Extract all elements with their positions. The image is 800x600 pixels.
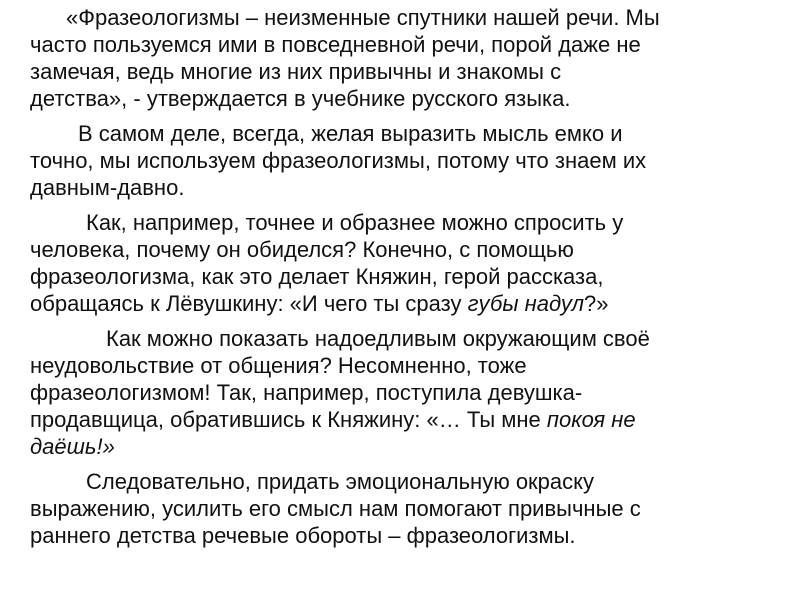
paragraph-1-line-1: «Фразеологизмы – неизменные спутники нашей речи. Мы bbox=[66, 5, 660, 30]
paragraph-1-line-3: замечая, ведь многие из них привычны и знакомы с bbox=[30, 59, 562, 84]
paragraph-1-line-4: детства», - утверждается в учебнике русского языка. bbox=[30, 86, 571, 111]
paragraph-2-line-3: давным-давно. bbox=[30, 175, 185, 200]
paragraph-3-line-1: Как, например, точнее и образнее можно спросить у bbox=[86, 210, 624, 235]
paragraph-5-line-2: выражению, усилить его смысл нам помогают привычные с bbox=[30, 496, 641, 521]
paragraph-3-line-2: человека, почему он обиделся? Конечно, с помощью bbox=[30, 237, 574, 262]
paragraph-4-line-4-text: продавщица, обратившись к Княжину: «… Ты мне bbox=[30, 407, 547, 432]
paragraph-3-line-4 bbox=[30, 290, 770, 317]
idiom-guby-nadul: губы надул bbox=[467, 291, 585, 316]
paragraph-2-line-2: точно, мы используем фразеологизмы, потому что знаем их bbox=[30, 148, 647, 173]
paragraph-4-line-3: фразеологизмом! Так, например, поступила девушка- bbox=[30, 380, 583, 405]
paragraph-4-line-2: неудовольствие от общения? Несомненно, тоже bbox=[30, 353, 527, 378]
paragraph-2-line-1: В самом деле, всегда, желая выразить мысль емко и bbox=[78, 121, 623, 146]
text-body bbox=[30, 4, 770, 549]
idiom-pokoya-ne: покоя не bbox=[546, 407, 636, 432]
paragraph-1-line-2: часто пользуемся ими в повседневной речи, порой даже не bbox=[30, 32, 641, 57]
paragraph-5-line-1: Следовательно, придать эмоциональную окраску bbox=[86, 469, 595, 494]
paragraph-3-line-3: фразеологизма, как это делает Княжин, герой рассказа, bbox=[30, 264, 604, 289]
paragraph-3-line-4-text: обращаясь к Лёвушкину: «И чего ты сразу bbox=[30, 291, 468, 316]
idiom-daesh: даёшь!» bbox=[30, 434, 115, 459]
paragraph-4-line-5 bbox=[30, 433, 770, 460]
paragraph-3-line-4-end: ?» bbox=[584, 291, 609, 316]
paragraph-5-line-3: раннего детства речевые обороты – фразеологизмы. bbox=[30, 523, 576, 548]
paragraph-4-line-1: Как можно показать надоедливым окружающим своё bbox=[106, 326, 650, 351]
paragraph-4-line-4 bbox=[30, 406, 770, 433]
